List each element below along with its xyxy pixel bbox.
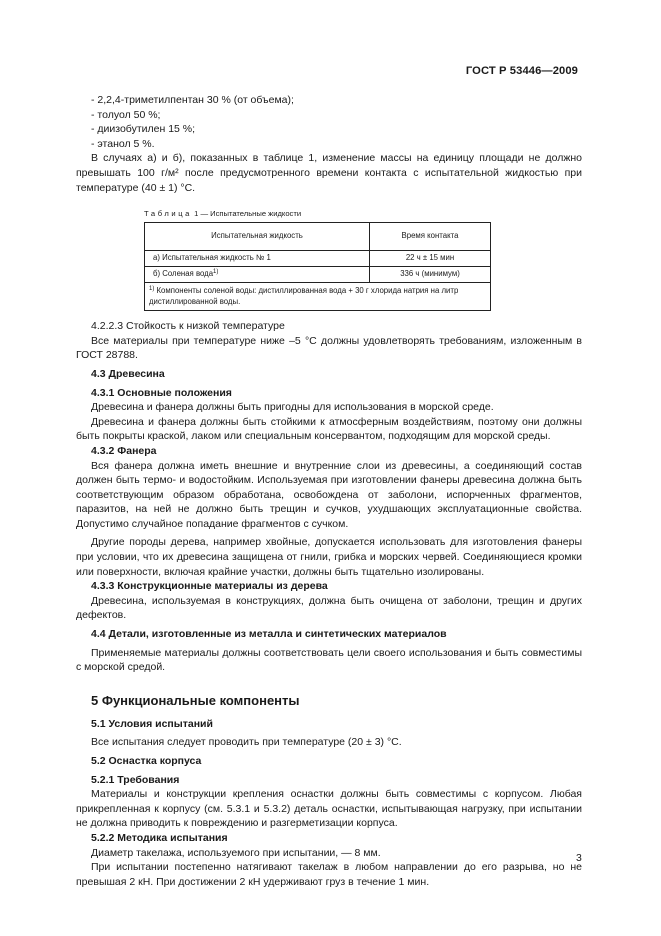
paragraph: Древесина и фанера должны быть стойкими к атмосферным воздействиям, поэтому они должны быть покрыты краской, лаком или специальным консервантом, подходящим для морской среды. xyxy=(76,415,582,443)
list-item: - диизобутилен 15 %; xyxy=(91,123,196,136)
list-item: - 2,2,4-триметилпентан 30 % (от объема); xyxy=(91,94,294,106)
paragraph: Вся фанера должна иметь внешние и внутренние слои из древесины, а соединяющий состав должен быть термо- и водостойким. Используемая при изготовлении фанеры древесина должна быть соответствующим образом обработана, освобождена от заболони, испорченных фрагментов, паразитов, на ней не должно быть трещин и сучков, ухудшающих эксплуатационные свойства. Допустимо случайное попадание фрагментов с сучком. xyxy=(76,459,582,530)
list-item: - этанол 5 %. xyxy=(91,137,155,150)
paragraph: Другие породы дерева, например хвойные, допускается использовать для изготовления фанеры при условии, что их древесина защищена от гнили, грибка и морских червей. Соединяющиеся кромки или поверхности, включая крайние участки, должны быть тщательно изолированы. xyxy=(76,536,582,578)
section-title: 4.3.2 Фанера xyxy=(91,444,157,457)
chapter-title: 5 Функциональные компоненты xyxy=(91,692,300,708)
page-number: 3 xyxy=(576,852,582,864)
footnote-mark: 1) xyxy=(149,286,155,293)
section-title: 5.2.1 Требования xyxy=(91,773,180,786)
table-header-time: Время контакта xyxy=(370,223,491,251)
section-title: 4.4 Детали, изготовленные из металла и синтетических материалов xyxy=(91,628,447,641)
document-body xyxy=(76,93,582,889)
section-title: 4.3 Древесина xyxy=(91,367,165,380)
section-title: 4.3.3 Конструкционные материалы из дерева xyxy=(91,580,328,593)
test-liquids-table xyxy=(144,222,491,311)
table-caption xyxy=(144,208,582,219)
section-title: 5.2.2 Методика испытания xyxy=(91,831,228,844)
footnote-mark: 1) xyxy=(213,269,219,276)
section-title: 5.1 Условия испытаний xyxy=(91,717,213,730)
document-header: ГОСТ Р 53446—2009 xyxy=(465,65,578,77)
table-row xyxy=(145,267,491,283)
paragraph: Диаметр такелажа, используемого при испытании, — 8 мм. xyxy=(91,846,381,859)
list-item: - толуол 50 %; xyxy=(91,108,161,121)
paragraph: Древесина, используемая в конструкциях, должна быть очищена от заболони, трещин и других дефектов. xyxy=(76,594,582,622)
paragraph: Материалы и конструкции крепления оснастки должны быть совместимы с корпусом. Любая прикрепленная к корпусу (см. 5.3.1 и 5.3.2) деталь оснастки, испытывающая нагрузку, при испытании не должна приводить к повреждению и разгерметизации корпуса. xyxy=(76,788,582,830)
section-title: 4.3.1 Основные положения xyxy=(91,386,232,399)
table-caption-text: 1 — Испытательные жидкости xyxy=(194,209,302,219)
table-cell-time: 336 ч (минимум) xyxy=(370,267,491,283)
paragraph: Древесина и фанера должны быть пригодны для использования в морской среде. xyxy=(91,401,494,414)
section-title: 4.2.2.3 Стойкость к низкой температуре xyxy=(91,320,285,333)
section-title: 5.2 Оснастка корпуса xyxy=(91,755,202,767)
table-cell-liquid xyxy=(145,267,370,283)
paragraph: Все испытания следует проводить при температуре (20 ± 3) °С. xyxy=(91,736,402,749)
paragraph: Все материалы при температуре ниже –5 °С должны удовлетворять требованиям, изложенным в ГОСТ 28788. xyxy=(76,334,582,362)
table-footnote xyxy=(145,283,491,311)
table-cell-liquid: а) Испытательная жидкость № 1 xyxy=(145,251,370,267)
table-footnote-text: Компоненты соленой воды: дистиллированная вода + 30 г хлорида натрия на литр дистиллированной воды. xyxy=(149,286,459,307)
table-row xyxy=(145,251,491,267)
table-caption-prefix: Таблица xyxy=(144,209,192,219)
table-cell-time: 22 ч ± 15 мин xyxy=(370,251,491,267)
paragraph: В случаях а) и б), показанных в таблице 1, изменение массы на единицу площади не должно превышать 100 г/м² после предусмотренного времени контакта с испытательной жидкостью при температуре (40 ± 1) °С. xyxy=(76,152,582,194)
table-header-liquid: Испытательная жидкость xyxy=(145,223,370,251)
paragraph: Применяемые материалы должны соответствовать цели своего использования и быть совместимы с морской средой. xyxy=(76,646,582,674)
table-cell-liquid-text: б) Соленая вода xyxy=(153,269,214,279)
paragraph: При испытании постепенно натягивают такелаж в любом направлении до его разрыва, но не превышая 2 кН. При достижении 2 кН удерживают груз в течение 1 мин. xyxy=(76,861,582,888)
